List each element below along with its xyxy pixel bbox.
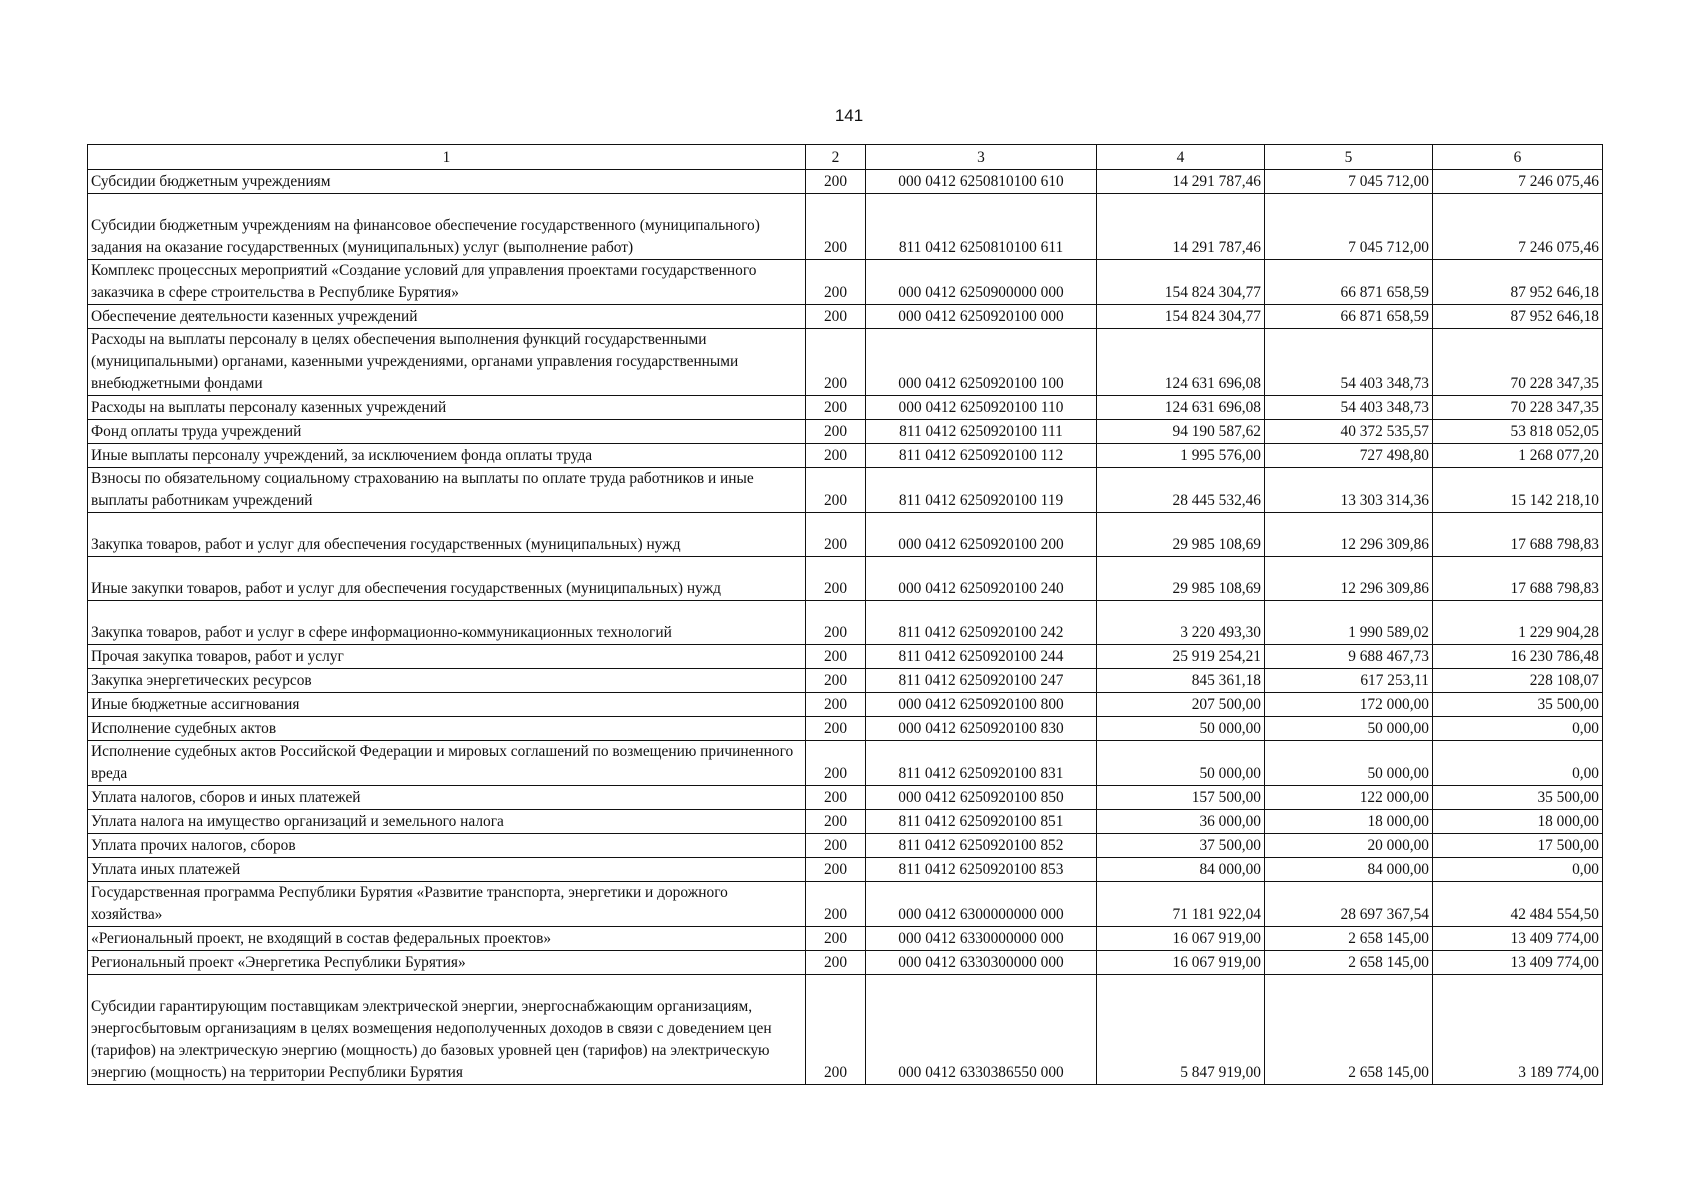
cell-name: Закупка товаров, работ и услуг в сфере информационно-коммуникационных технологий xyxy=(88,601,806,645)
cell-budget-code: 811 0412 6250920100 851 xyxy=(866,810,1097,834)
cell-amount-col4: 28 445 532,46 xyxy=(1097,468,1265,513)
table-row xyxy=(88,975,1603,1085)
cell-amount-col5: 7 045 712,00 xyxy=(1265,194,1433,260)
table-row xyxy=(88,669,1603,693)
cell-line-code: 200 xyxy=(806,645,866,669)
cell-line-code: 200 xyxy=(806,927,866,951)
cell-amount-col4: 14 291 787,46 xyxy=(1097,194,1265,260)
cell-budget-code: 811 0412 6250920100 831 xyxy=(866,741,1097,786)
table-row xyxy=(88,468,1603,513)
cell-budget-code: 000 0412 6250920100 240 xyxy=(866,557,1097,601)
cell-amount-col6: 1 229 904,28 xyxy=(1433,601,1603,645)
cell-name: Уплата налога на имущество организаций и земельного налога xyxy=(88,810,806,834)
cell-amount-col5: 7 045 712,00 xyxy=(1265,170,1433,194)
cell-amount-col6: 35 500,00 xyxy=(1433,786,1603,810)
cell-name: Исполнение судебных актов Российской Федерации и мировых соглашений по возмещению причиненного вреда xyxy=(88,741,806,786)
cell-name: Субсидии бюджетным учреждениям на финансовое обеспечение государственного (муниципального) задания на оказание государственных (муниципальных) услуг (выполнение работ) xyxy=(88,194,806,260)
cell-name: Закупка товаров, работ и услуг для обеспечения государственных (муниципальных) нужд xyxy=(88,513,806,557)
cell-amount-col6: 16 230 786,48 xyxy=(1433,645,1603,669)
cell-amount-col5: 40 372 535,57 xyxy=(1265,420,1433,444)
cell-amount-col4: 29 985 108,69 xyxy=(1097,557,1265,601)
cell-line-code: 200 xyxy=(806,194,866,260)
cell-amount-col5: 2 658 145,00 xyxy=(1265,951,1433,975)
cell-amount-col4: 124 631 696,08 xyxy=(1097,329,1265,396)
cell-budget-code: 000 0412 6330386550 000 xyxy=(866,975,1097,1085)
cell-amount-col6: 0,00 xyxy=(1433,717,1603,741)
table-row xyxy=(88,420,1603,444)
cell-amount-col4: 14 291 787,46 xyxy=(1097,170,1265,194)
cell-line-code: 200 xyxy=(806,260,866,305)
cell-name: Комплекс процессных мероприятий «Создание условий для управления проектами государственного заказчика в сфере строительства в Республике Бурятия» xyxy=(88,260,806,305)
cell-amount-col4: 154 824 304,77 xyxy=(1097,260,1265,305)
cell-amount-col6: 228 108,07 xyxy=(1433,669,1603,693)
table-row xyxy=(88,717,1603,741)
cell-name: Взносы по обязательному социальному страхованию на выплаты по оплате труда работников и иные выплаты работникам учреждений xyxy=(88,468,806,513)
cell-line-code: 200 xyxy=(806,975,866,1085)
cell-line-code: 200 xyxy=(806,170,866,194)
table-row xyxy=(88,834,1603,858)
table-row xyxy=(88,396,1603,420)
budget-table xyxy=(87,144,1603,1085)
cell-budget-code: 811 0412 6250920100 111 xyxy=(866,420,1097,444)
cell-amount-col6: 87 952 646,18 xyxy=(1433,305,1603,329)
cell-budget-code: 000 0412 6250920100 800 xyxy=(866,693,1097,717)
cell-amount-col4: 84 000,00 xyxy=(1097,858,1265,882)
cell-budget-code: 000 0412 6250920100 200 xyxy=(866,513,1097,557)
cell-amount-col6: 53 818 052,05 xyxy=(1433,420,1603,444)
cell-amount-col5: 13 303 314,36 xyxy=(1265,468,1433,513)
cell-amount-col6: 15 142 218,10 xyxy=(1433,468,1603,513)
cell-amount-col5: 1 990 589,02 xyxy=(1265,601,1433,645)
column-header: 1 xyxy=(88,145,806,170)
table-row xyxy=(88,170,1603,194)
table-row xyxy=(88,810,1603,834)
cell-budget-code: 811 0412 6250920100 112 xyxy=(866,444,1097,468)
cell-line-code: 200 xyxy=(806,951,866,975)
cell-budget-code: 000 0412 6300000000 000 xyxy=(866,882,1097,927)
cell-line-code: 200 xyxy=(806,513,866,557)
cell-amount-col4: 50 000,00 xyxy=(1097,717,1265,741)
cell-amount-col4: 36 000,00 xyxy=(1097,810,1265,834)
cell-amount-col4: 16 067 919,00 xyxy=(1097,951,1265,975)
table-row xyxy=(88,557,1603,601)
cell-line-code: 200 xyxy=(806,810,866,834)
cell-line-code: 200 xyxy=(806,669,866,693)
column-header: 5 xyxy=(1265,145,1433,170)
cell-line-code: 200 xyxy=(806,396,866,420)
cell-budget-code: 000 0412 6250920100 850 xyxy=(866,786,1097,810)
cell-name: Исполнение судебных актов xyxy=(88,717,806,741)
cell-amount-col5: 54 403 348,73 xyxy=(1265,396,1433,420)
cell-amount-col4: 16 067 919,00 xyxy=(1097,927,1265,951)
cell-line-code: 200 xyxy=(806,305,866,329)
table-row xyxy=(88,741,1603,786)
column-header: 3 xyxy=(866,145,1097,170)
cell-amount-col5: 50 000,00 xyxy=(1265,717,1433,741)
cell-budget-code: 811 0412 6250920100 119 xyxy=(866,468,1097,513)
cell-amount-col6: 35 500,00 xyxy=(1433,693,1603,717)
cell-amount-col5: 66 871 658,59 xyxy=(1265,260,1433,305)
cell-amount-col4: 50 000,00 xyxy=(1097,741,1265,786)
table-row xyxy=(88,927,1603,951)
cell-line-code: 200 xyxy=(806,786,866,810)
cell-name: Закупка энергетических ресурсов xyxy=(88,669,806,693)
table-row xyxy=(88,786,1603,810)
cell-budget-code: 811 0412 6250920100 853 xyxy=(866,858,1097,882)
cell-name: Уплата налогов, сборов и иных платежей xyxy=(88,786,806,810)
cell-amount-col5: 28 697 367,54 xyxy=(1265,882,1433,927)
cell-budget-code: 000 0412 6250920100 110 xyxy=(866,396,1097,420)
cell-amount-col4: 29 985 108,69 xyxy=(1097,513,1265,557)
cell-amount-col4: 1 995 576,00 xyxy=(1097,444,1265,468)
cell-amount-col5: 84 000,00 xyxy=(1265,858,1433,882)
table-header-row xyxy=(88,145,1603,170)
cell-amount-col5: 727 498,80 xyxy=(1265,444,1433,468)
cell-amount-col4: 154 824 304,77 xyxy=(1097,305,1265,329)
table-row xyxy=(88,951,1603,975)
table-row xyxy=(88,260,1603,305)
cell-name: Уплата иных платежей xyxy=(88,858,806,882)
cell-amount-col6: 18 000,00 xyxy=(1433,810,1603,834)
cell-amount-col5: 2 658 145,00 xyxy=(1265,927,1433,951)
cell-name: Обеспечение деятельности казенных учреждений xyxy=(88,305,806,329)
cell-name: Региональный проект «Энергетика Республики Бурятия» xyxy=(88,951,806,975)
cell-amount-col6: 17 688 798,83 xyxy=(1433,513,1603,557)
cell-name: Расходы на выплаты персоналу в целях обеспечения выполнения функций государственными (муниципальными) органами, казенными учреждениями, органами управления государственными внебюджетными фондами xyxy=(88,329,806,396)
cell-amount-col6: 7 246 075,46 xyxy=(1433,170,1603,194)
cell-amount-col6: 17 500,00 xyxy=(1433,834,1603,858)
cell-amount-col5: 12 296 309,86 xyxy=(1265,513,1433,557)
cell-amount-col6: 1 268 077,20 xyxy=(1433,444,1603,468)
cell-amount-col5: 20 000,00 xyxy=(1265,834,1433,858)
page-number: 141 xyxy=(834,106,864,125)
table-row xyxy=(88,305,1603,329)
cell-amount-col5: 9 688 467,73 xyxy=(1265,645,1433,669)
cell-line-code: 200 xyxy=(806,468,866,513)
cell-amount-col6: 17 688 798,83 xyxy=(1433,557,1603,601)
cell-budget-code: 000 0412 6330300000 000 xyxy=(866,951,1097,975)
cell-budget-code: 811 0412 6250920100 852 xyxy=(866,834,1097,858)
cell-budget-code: 000 0412 6250920100 100 xyxy=(866,329,1097,396)
cell-amount-col4: 207 500,00 xyxy=(1097,693,1265,717)
table-row xyxy=(88,329,1603,396)
cell-budget-code: 811 0412 6250920100 242 xyxy=(866,601,1097,645)
cell-amount-col4: 71 181 922,04 xyxy=(1097,882,1265,927)
cell-name: Расходы на выплаты персоналу казенных учреждений xyxy=(88,396,806,420)
cell-line-code: 200 xyxy=(806,420,866,444)
table-row xyxy=(88,444,1603,468)
cell-amount-col4: 124 631 696,08 xyxy=(1097,396,1265,420)
cell-amount-col6: 87 952 646,18 xyxy=(1433,260,1603,305)
cell-amount-col5: 617 253,11 xyxy=(1265,669,1433,693)
cell-name: Государственная программа Республики Бурятия «Развитие транспорта, энергетики и дорожного хозяйства» xyxy=(88,882,806,927)
cell-amount-col4: 94 190 587,62 xyxy=(1097,420,1265,444)
cell-line-code: 200 xyxy=(806,329,866,396)
cell-line-code: 200 xyxy=(806,834,866,858)
cell-budget-code: 000 0412 6250900000 000 xyxy=(866,260,1097,305)
cell-budget-code: 811 0412 6250810100 611 xyxy=(866,194,1097,260)
cell-amount-col6: 7 246 075,46 xyxy=(1433,194,1603,260)
cell-name: Субсидии гарантирующим поставщикам электрической энергии, энергоснабжающим организациям, энергосбытовым организациям в целях возмещения недополученных доходов в связи с доведением цен (тарифов) на электрическую энергию (мощность) до базовых уровней цен (тарифов) на электрическую энергию (мощность) на территории Республики Бурятия xyxy=(88,975,806,1085)
cell-line-code: 200 xyxy=(806,717,866,741)
cell-amount-col5: 50 000,00 xyxy=(1265,741,1433,786)
cell-amount-col6: 70 228 347,35 xyxy=(1433,329,1603,396)
cell-line-code: 200 xyxy=(806,444,866,468)
column-header: 4 xyxy=(1097,145,1265,170)
cell-amount-col5: 18 000,00 xyxy=(1265,810,1433,834)
cell-amount-col6: 0,00 xyxy=(1433,858,1603,882)
cell-line-code: 200 xyxy=(806,693,866,717)
column-header: 6 xyxy=(1433,145,1603,170)
table-row xyxy=(88,194,1603,260)
cell-amount-col4: 157 500,00 xyxy=(1097,786,1265,810)
cell-amount-col6: 3 189 774,00 xyxy=(1433,975,1603,1085)
cell-amount-col5: 66 871 658,59 xyxy=(1265,305,1433,329)
cell-amount-col4: 5 847 919,00 xyxy=(1097,975,1265,1085)
table-row xyxy=(88,882,1603,927)
table-row xyxy=(88,513,1603,557)
table-row xyxy=(88,601,1603,645)
cell-budget-code: 000 0412 6250920100 000 xyxy=(866,305,1097,329)
cell-amount-col4: 845 361,18 xyxy=(1097,669,1265,693)
cell-line-code: 200 xyxy=(806,557,866,601)
column-header: 2 xyxy=(806,145,866,170)
cell-amount-col6: 42 484 554,50 xyxy=(1433,882,1603,927)
cell-budget-code: 811 0412 6250920100 244 xyxy=(866,645,1097,669)
cell-amount-col5: 172 000,00 xyxy=(1265,693,1433,717)
cell-line-code: 200 xyxy=(806,882,866,927)
cell-amount-col6: 13 409 774,00 xyxy=(1433,927,1603,951)
cell-name: Субсидии бюджетным учреждениям xyxy=(88,170,806,194)
cell-budget-code: 811 0412 6250920100 247 xyxy=(866,669,1097,693)
cell-name: Иные бюджетные ассигнования xyxy=(88,693,806,717)
cell-amount-col4: 3 220 493,30 xyxy=(1097,601,1265,645)
cell-amount-col6: 0,00 xyxy=(1433,741,1603,786)
cell-amount-col6: 70 228 347,35 xyxy=(1433,396,1603,420)
cell-amount-col6: 13 409 774,00 xyxy=(1433,951,1603,975)
cell-amount-col4: 25 919 254,21 xyxy=(1097,645,1265,669)
cell-amount-col5: 2 658 145,00 xyxy=(1265,975,1433,1085)
cell-line-code: 200 xyxy=(806,741,866,786)
cell-amount-col5: 12 296 309,86 xyxy=(1265,557,1433,601)
cell-amount-col5: 122 000,00 xyxy=(1265,786,1433,810)
cell-budget-code: 000 0412 6250920100 830 xyxy=(866,717,1097,741)
cell-name: Иные выплаты персоналу учреждений, за исключением фонда оплаты труда xyxy=(88,444,806,468)
cell-budget-code: 000 0412 6250810100 610 xyxy=(866,170,1097,194)
table-row xyxy=(88,858,1603,882)
cell-budget-code: 000 0412 6330000000 000 xyxy=(866,927,1097,951)
cell-amount-col5: 54 403 348,73 xyxy=(1265,329,1433,396)
cell-name: Фонд оплаты труда учреждений xyxy=(88,420,806,444)
cell-name: Иные закупки товаров, работ и услуг для обеспечения государственных (муниципальных) нужд xyxy=(88,557,806,601)
cell-name: Прочая закупка товаров, работ и услуг xyxy=(88,645,806,669)
cell-name: «Региональный проект, не входящий в состав федеральных проектов» xyxy=(88,927,806,951)
cell-line-code: 200 xyxy=(806,601,866,645)
table-row xyxy=(88,645,1603,669)
cell-name: Уплата прочих налогов, сборов xyxy=(88,834,806,858)
cell-amount-col4: 37 500,00 xyxy=(1097,834,1265,858)
table-row xyxy=(88,693,1603,717)
cell-line-code: 200 xyxy=(806,858,866,882)
